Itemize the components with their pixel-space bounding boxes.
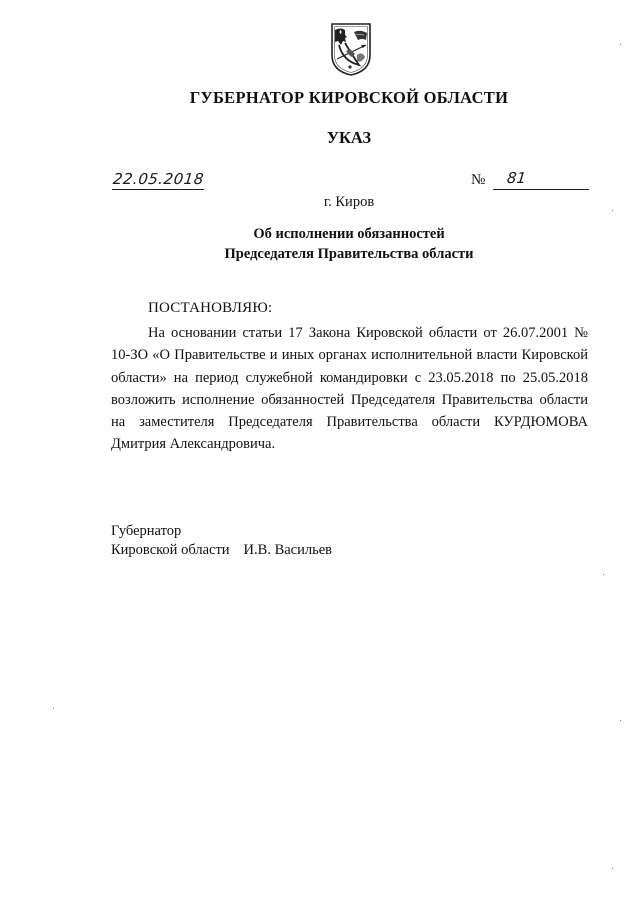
subject-line-1: Об исполнении обязанностей — [253, 226, 445, 242]
signer-row — [111, 541, 332, 560]
scan-speck — [620, 720, 621, 721]
number-underline — [493, 189, 589, 190]
city-place: г. Киров — [323, 194, 375, 210]
document-date-field — [112, 170, 204, 192]
scan-speck — [612, 868, 613, 869]
document-type: УКАЗ — [326, 128, 372, 147]
document-date: 22.05.2018 — [112, 170, 205, 188]
signature-block — [111, 522, 332, 560]
kirov-coat-of-arms-icon — [329, 21, 373, 77]
number-sign: № — [471, 172, 486, 188]
document-subject — [0, 224, 640, 264]
document-number-field — [471, 170, 591, 192]
scan-speck — [612, 210, 613, 211]
scan-speck — [53, 708, 54, 709]
signer-title-line-1: Губернатор — [111, 523, 182, 539]
subject-line-2: Председателя Правительства области — [224, 246, 474, 262]
decree-keyword: ПОСТАНОВЛЯЮ: — [148, 300, 273, 316]
signer-title-line-2: Кировской области — [111, 542, 230, 558]
decree-paragraph: На основании статьи 17 Закона Кировской области от 26.07.2001 № 10-ЗО «О Правительстве и иных органах исполнительной власти Кировской области» на период служебной командировки с 23.05.2018 по 25.05.2018 возложить исполнение обязанностей Председателя Правительства области на заместителя Председателя Правительства области КУРДЮМОВА Дмитрия Александровича. — [111, 325, 588, 453]
scan-speck — [603, 574, 604, 575]
signer-name: И.В. Васильев — [243, 542, 332, 558]
issuer-title: ГУБЕРНАТОР КИРОВСКОЙ ОБЛАСТИ — [189, 88, 509, 107]
date-underline — [112, 189, 204, 190]
document-number: 81 — [506, 169, 528, 187]
scan-speck — [620, 44, 621, 45]
